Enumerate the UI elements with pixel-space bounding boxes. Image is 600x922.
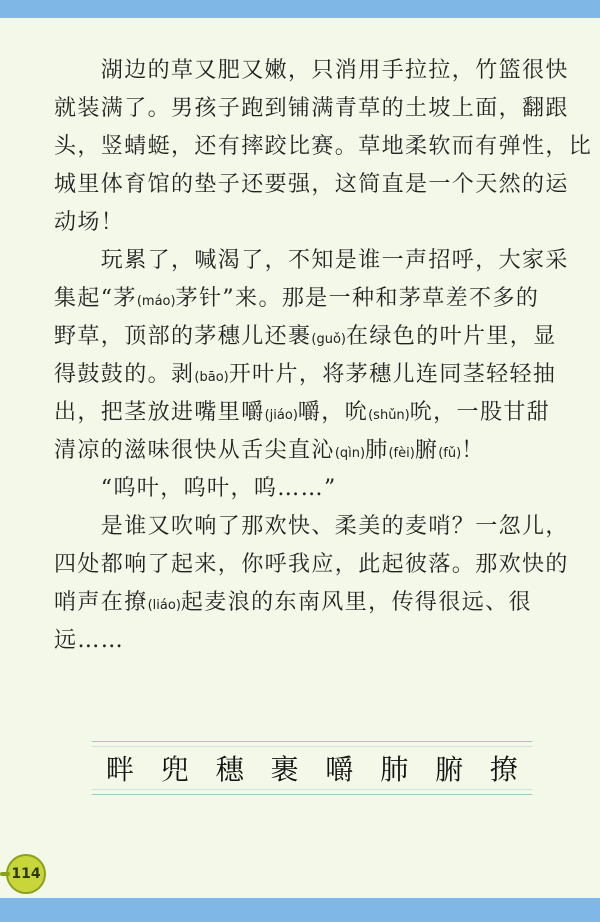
text-line (54, 584, 574, 622)
top-border-band (0, 0, 600, 18)
story-text (54, 52, 593, 660)
text-segment: 四处都响了起来，你呼我应，此起彼落。那欢快的 (54, 552, 569, 577)
text-segment: 起麦浪的东南风里，传得很远、很 (180, 590, 532, 615)
text-segment: 腑 (414, 438, 439, 463)
new-character: 畔 (106, 753, 135, 786)
text-line (54, 128, 593, 166)
new-characters-box (92, 741, 532, 795)
new-character: 嚼 (325, 753, 354, 786)
text-line (54, 432, 574, 470)
text-segment: 得鼓鼓的。剥 (54, 362, 195, 387)
text-line (54, 508, 574, 546)
text-segment: 玩累了，喊渴了，不知是谁一声招呼，大家采 (54, 248, 569, 273)
new-character: 腑 (435, 753, 464, 786)
pinyin-annotation: (shǔn) (368, 408, 410, 423)
text-segment: 是谁又吹响了那欢快、柔美的麦哨？一忽儿， (54, 514, 569, 539)
text-segment: “呜叶，呜叶，呜……” (54, 476, 337, 501)
pinyin-annotation: (máo) (136, 294, 176, 309)
pinyin-annotation: (fǔ) (438, 446, 462, 461)
text-segment: 头，竖蜻蜓，还有摔跤比赛。草地柔软而有弹性，比 (54, 134, 593, 159)
new-character: 撩 (489, 753, 518, 786)
text-segment: ！ (461, 438, 485, 463)
text-line (54, 90, 574, 128)
new-character: 穗 (215, 753, 244, 786)
new-characters-row (92, 742, 532, 794)
text-segment: 集起“茅 (54, 286, 137, 311)
pinyin-annotation: (qìn) (334, 446, 366, 461)
text-segment: 肺 (365, 438, 389, 463)
new-character: 兜 (160, 753, 189, 786)
pinyin-annotation: (guǒ) (311, 332, 346, 347)
text-line (54, 470, 574, 508)
text-segment: 动场！ (54, 210, 125, 235)
text-segment: 清凉的滋味很快从舌尖直沁 (54, 438, 335, 463)
text-segment: 就装满了。男孩子跑到铺满青草的土坡上面，翻跟 (54, 96, 569, 121)
text-segment: 城里体育馆的垫子还要强，这简直是一个天然的运 (54, 172, 569, 197)
text-segment: 哨声在撩 (54, 590, 148, 615)
text-line (54, 52, 574, 90)
text-line (54, 546, 574, 584)
text-line (54, 622, 574, 660)
text-segment: 嚼，吮 (297, 400, 369, 425)
text-segment: 远…… (54, 628, 125, 653)
text-line (54, 394, 574, 432)
page-number-badge (6, 854, 46, 894)
text-segment: 吮，一股甘甜 (409, 400, 551, 425)
text-line (54, 242, 574, 280)
text-segment: 野草，顶部的茅穗儿还裹 (54, 324, 312, 349)
text-line (54, 166, 574, 204)
text-segment: 出，把茎放进嘴里嚼 (54, 400, 265, 425)
text-line (54, 280, 574, 318)
bottom-border-band (0, 898, 600, 922)
text-segment: 湖边的草又肥又嫩，只消用手拉拉，竹篮很快 (54, 58, 569, 83)
text-segment: 在绿色的叶片里，显 (346, 324, 557, 349)
text-line (54, 356, 574, 394)
page-number: 114 (11, 866, 41, 882)
text-line (54, 318, 574, 356)
new-character: 裹 (270, 753, 299, 786)
text-segment: 开叶片，将茅穗儿连同茎轻轻抽 (228, 362, 557, 387)
textbook-page (0, 18, 600, 898)
pinyin-annotation: (liáo) (147, 598, 181, 613)
text-line (54, 204, 574, 242)
pinyin-annotation: (fèi) (388, 446, 415, 461)
new-character: 肺 (380, 753, 409, 786)
pinyin-annotation: (bāo) (194, 370, 229, 385)
pinyin-annotation: (jiáo) (264, 408, 298, 423)
text-segment: 茅针”来。那是一种和茅草差不多的 (175, 286, 540, 311)
